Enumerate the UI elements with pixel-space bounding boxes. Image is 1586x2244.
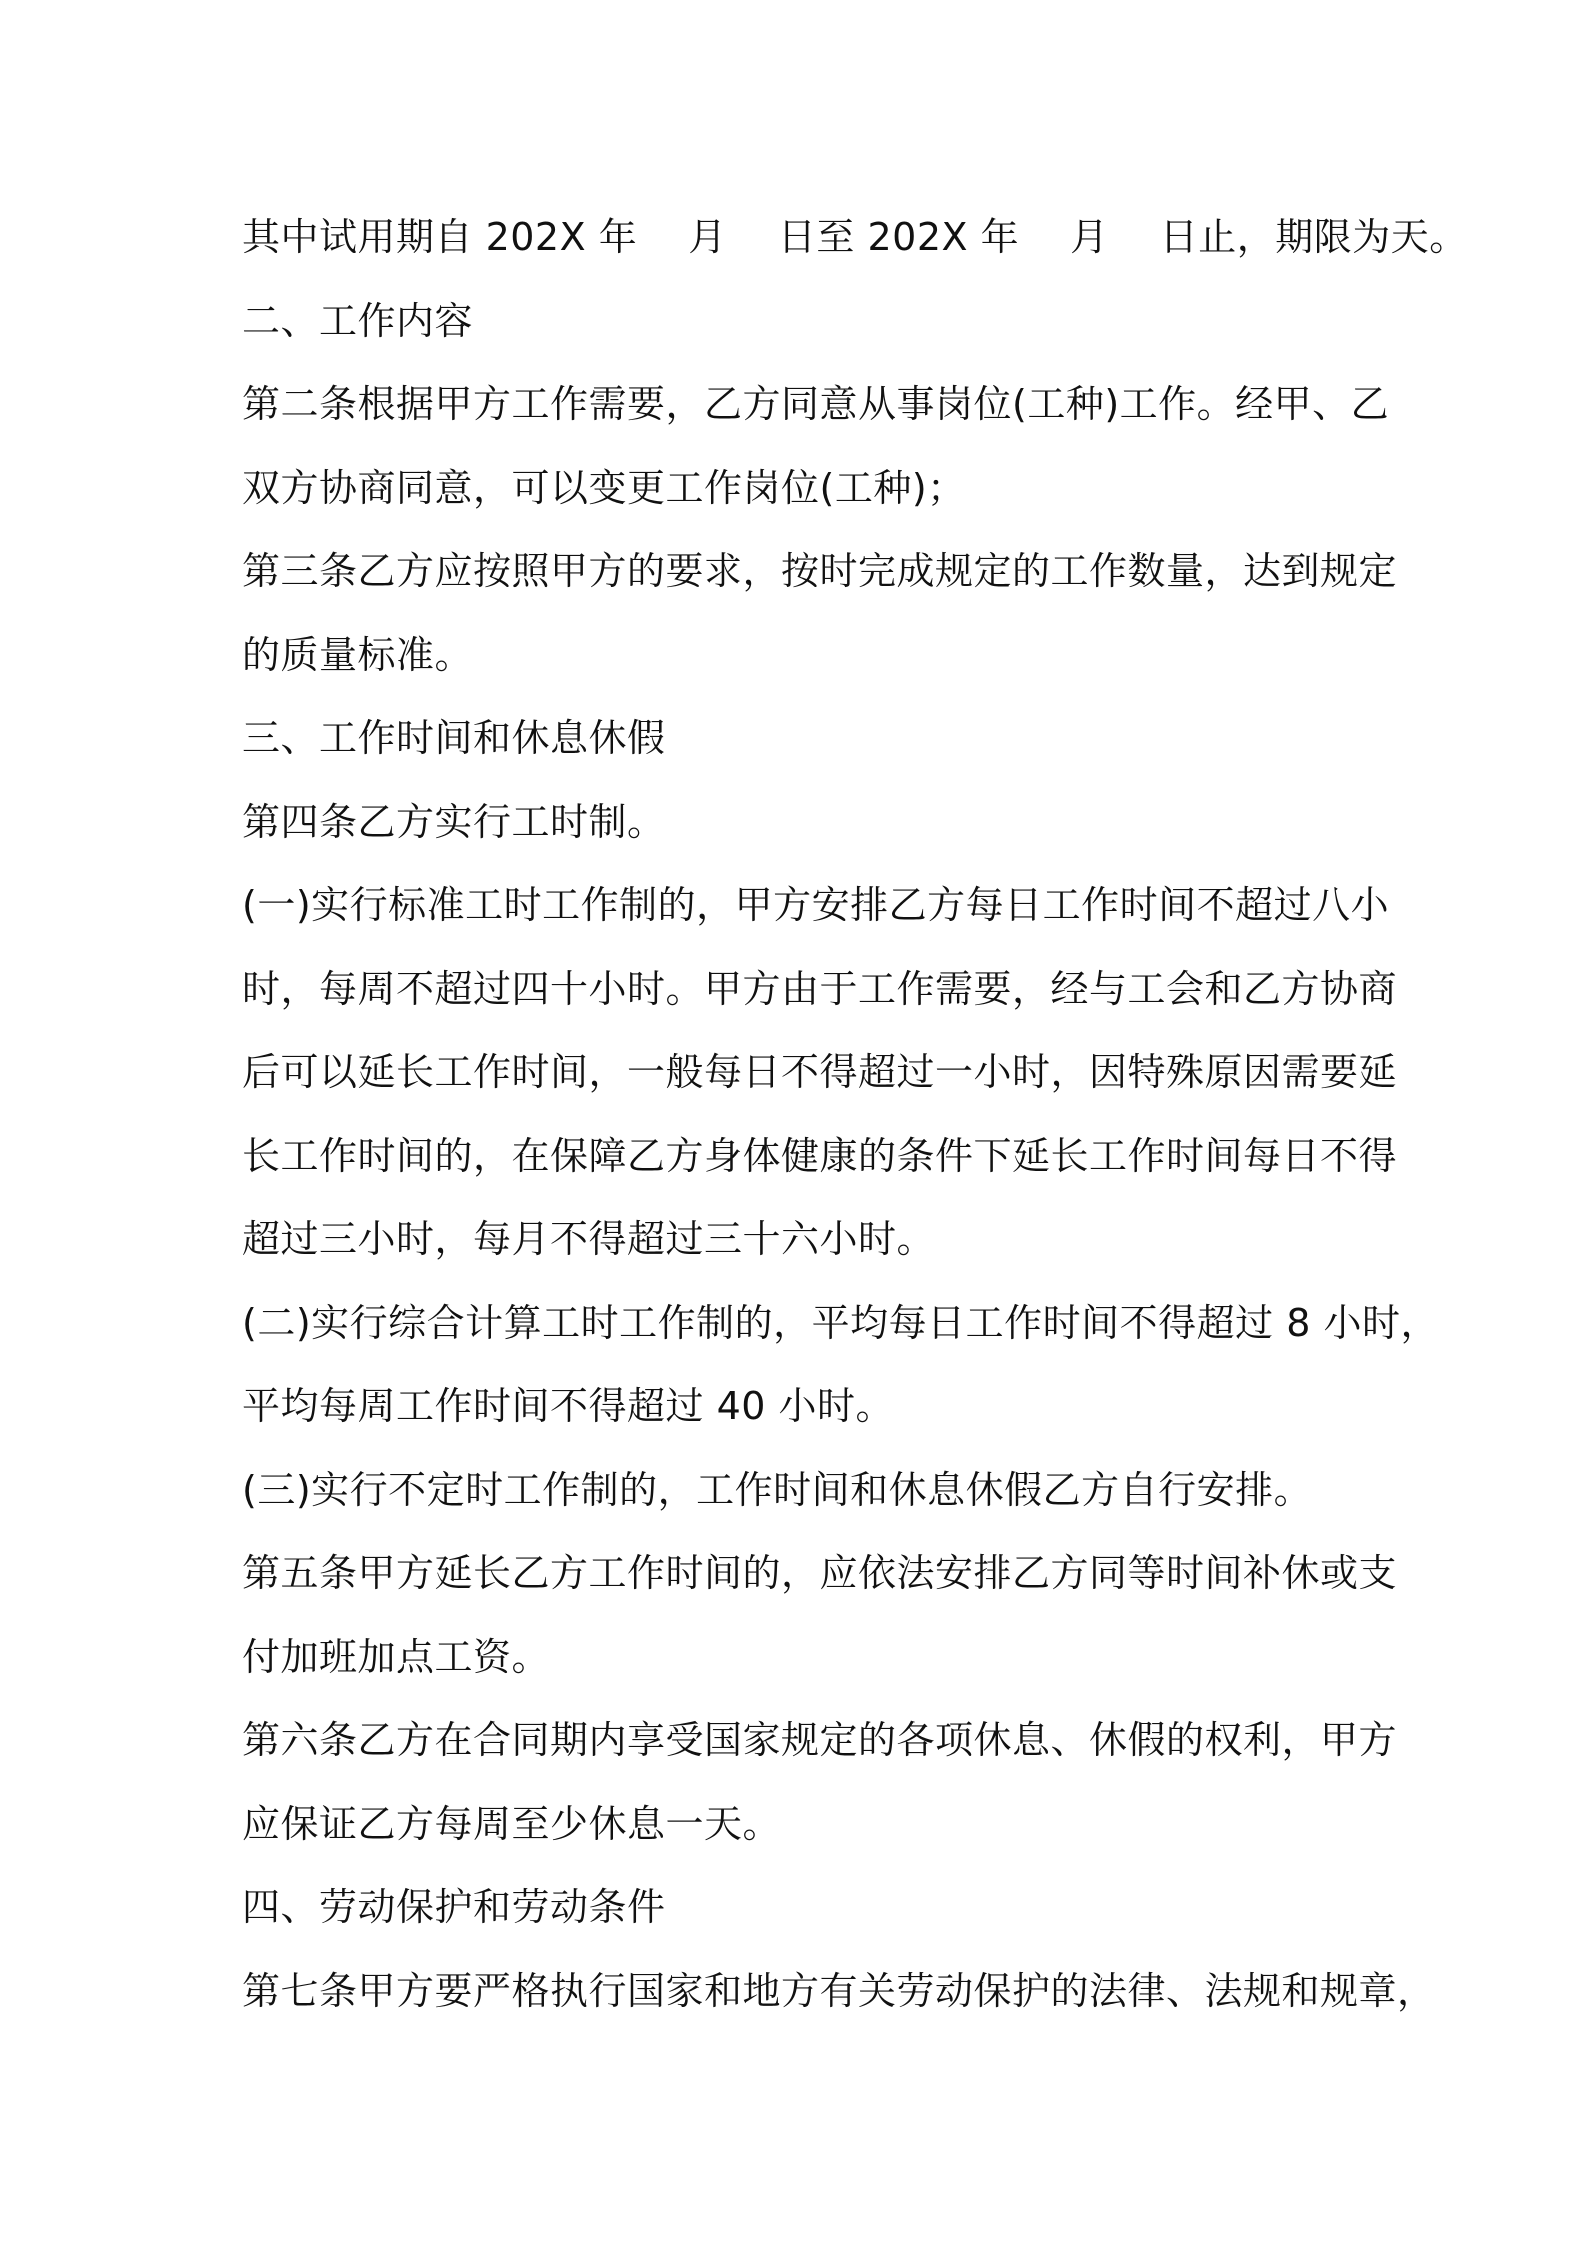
- text-line: 后可以延长工作时间，一般每日不得超过一小时，因特殊原因需要延: [242, 1050, 1398, 1094]
- text-line: 双方协商同意，可以变更工作岗位(工种)；: [242, 465, 966, 510]
- text-line: 第六条乙方在合同期内享受国家规定的各项休息、休假的权利，甲方: [242, 1718, 1398, 1762]
- document-body: [242, 196, 1468, 2033]
- text-line: (二)实行综合计算工时工作制的，平均每日工作时间不得超过 8 小时，: [242, 1300, 1439, 1345]
- text-line: 的质量标准。: [242, 632, 474, 677]
- text-line: 其中试用期自 202X 年 月 日至 202X 年 月 日止，期限为天。: [242, 215, 1468, 259]
- section-heading: 三、工作时间和休息休假: [242, 716, 666, 760]
- text-line: (三)实行不定时工作制的，工作时间和休息休假乙方自行安排。: [242, 1467, 1313, 1512]
- section-heading: 四、劳动保护和劳动条件: [242, 1885, 666, 1929]
- text-line: 付加班加点工资。: [242, 1634, 551, 1679]
- text-line: 长工作时间的，在保障乙方身体健康的条件下延长工作时间每日不得: [242, 1133, 1398, 1178]
- text-line: 时，每周不超过四十小时。甲方由于工作需要，经与工会和乙方协商: [242, 966, 1398, 1011]
- text-line: 应保证乙方每周至少休息一天。: [242, 1801, 782, 1846]
- section-heading: 二、工作内容: [242, 298, 474, 343]
- text-line: 超过三小时，每月不得超过三十六小时。: [242, 1217, 936, 1261]
- text-line: 第二条根据甲方工作需要，乙方同意从事岗位(工种)工作。经甲、乙: [242, 382, 1390, 426]
- text-line: 第七条甲方要严格执行国家和地方有关劳动保护的法律、法规和规章，: [242, 1968, 1436, 2013]
- text-line: 第五条甲方延长乙方工作时间的，应依法安排乙方同等时间补休或支: [242, 1551, 1398, 1595]
- text-line: 第四条乙方实行工时制。: [242, 799, 666, 844]
- text-line: 第三条乙方应按照甲方的要求，按时完成规定的工作数量，达到规定: [242, 549, 1398, 593]
- text-line: 平均每周工作时间不得超过 40 小时。: [242, 1384, 895, 1428]
- text-line: (一)实行标准工时工作制的，甲方安排乙方每日工作时间不超过八小: [242, 883, 1390, 927]
